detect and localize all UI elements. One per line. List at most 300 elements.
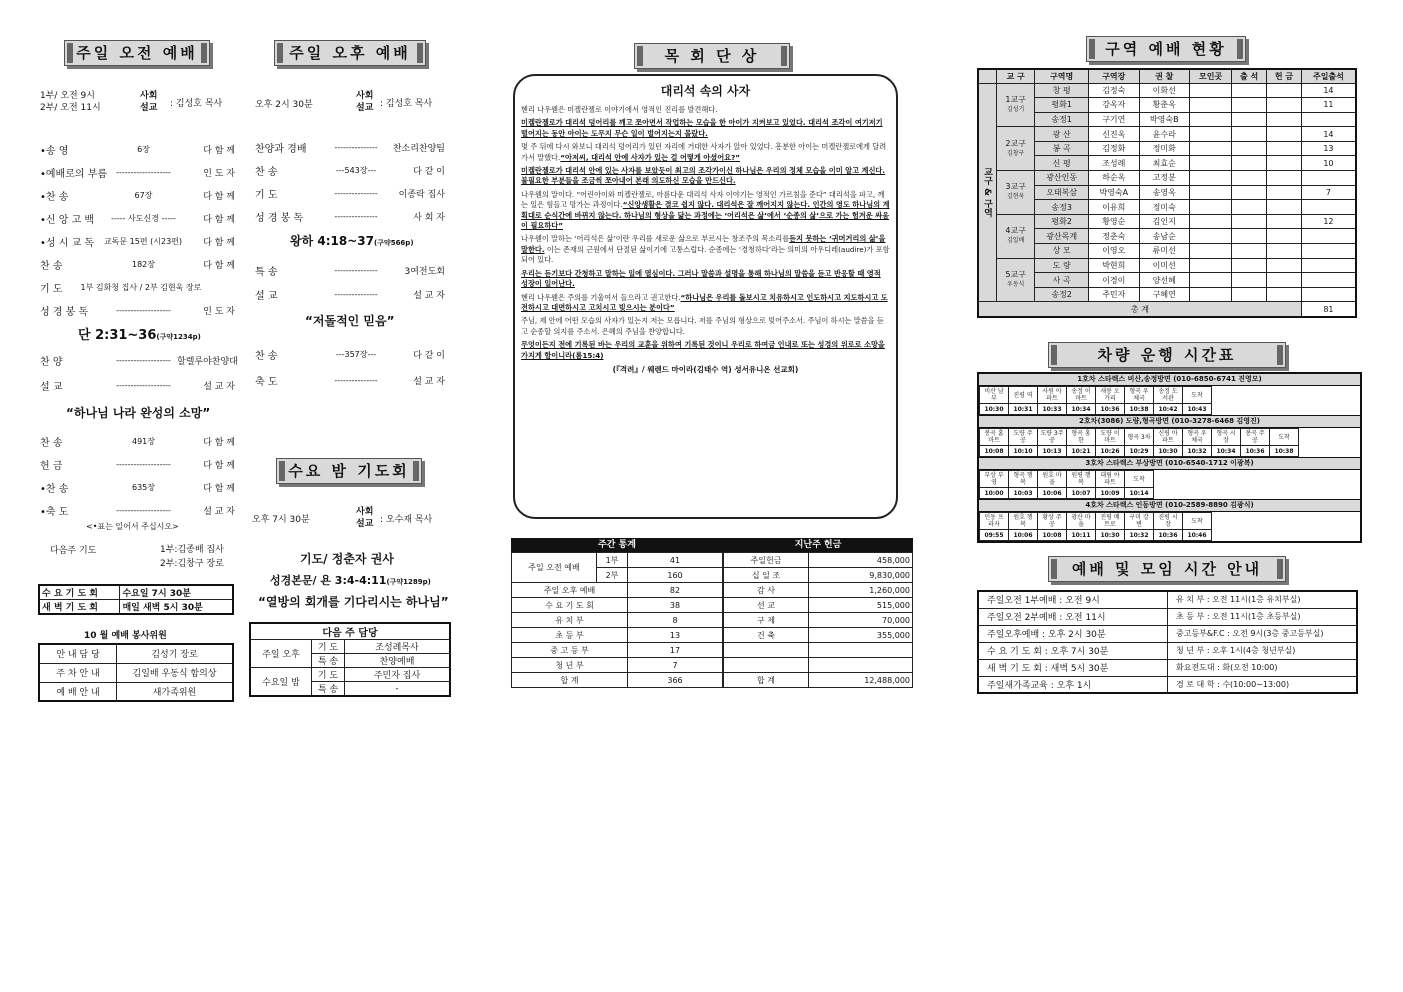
district-row xyxy=(978,244,1356,259)
district-label: 5교구 xyxy=(1005,270,1026,280)
order-item: •찬 송 xyxy=(40,484,69,495)
district-cell: 봉 곡 xyxy=(1035,141,1089,156)
district-leader: 김일배 xyxy=(1006,237,1025,245)
district-name xyxy=(997,171,1035,215)
district-attendance xyxy=(1301,200,1356,215)
bus-time: 10:10 xyxy=(1009,446,1038,457)
duty-service: 수요일 밤 xyxy=(250,668,312,697)
district-cell: 고정분 xyxy=(1139,171,1189,186)
order-who: 설 교 자 xyxy=(413,290,445,301)
stats-category: 중 고 등 부 xyxy=(512,643,628,658)
order-item: 찬 송 xyxy=(255,350,278,362)
district-cell: 송정2 xyxy=(1035,287,1089,302)
stats-value: 160 xyxy=(628,568,723,583)
order-detail: 교독문 15편 (시23편) xyxy=(103,237,183,246)
district-empty-cell xyxy=(1189,244,1231,259)
district-cell: 박현희 xyxy=(1089,258,1139,273)
district-row xyxy=(978,185,1356,200)
wednesday-sermon: “열방의 회개를 기다리시는 하나님” xyxy=(258,595,449,609)
bus-time: 10:38 xyxy=(1270,446,1299,457)
paragraph-text: 나우웬의 말이다. “어린아이와 미켈란젤로, 아름다운 대리석 사자 이야기는 영적인 가르침을 준다” 대리석을 파고, 깨는 일은 힘들고 망가는 과정이다. xyxy=(521,189,885,210)
offering-amount: 1,260,000 xyxy=(809,583,913,598)
bus-stop: 황상 주공 xyxy=(1038,513,1067,530)
order-item: 설 교 xyxy=(255,290,278,302)
order-detail: --------------- xyxy=(334,265,378,275)
bus-stops-row xyxy=(980,513,1212,530)
district-total-value: 81 xyxy=(1301,302,1356,317)
order-item: 찬 송 xyxy=(255,167,278,178)
offering-category: 합 계 xyxy=(724,673,809,688)
district-leader: 김창구 xyxy=(1006,149,1025,157)
district-attendance: 10 xyxy=(1301,156,1356,171)
district-row xyxy=(978,156,1356,171)
district-attendance xyxy=(1301,244,1356,259)
district-empty-cell xyxy=(1189,156,1231,171)
morning-service-header xyxy=(64,40,210,66)
offering-amount: 9,830,000 xyxy=(809,568,913,583)
order-detail: --------------- xyxy=(334,143,378,152)
offering-amount: 12,488,000 xyxy=(809,673,913,688)
district-row xyxy=(978,171,1356,186)
district-cell: 신 평 xyxy=(1035,156,1089,171)
stats-row xyxy=(512,583,723,598)
morning-sermon-title: “하나님 나라 완성의 소망” xyxy=(66,406,211,420)
order-item: •축 도 xyxy=(40,507,69,518)
paragraph-tail: 이는 존재의 근원에서 단절된 삶이기에 고통스럽다. 순종에는 ‘경청하다’라는 의미의 아우디레(audire)가 포함되어 있다. xyxy=(521,244,890,265)
scripture-page: (구약1234p) xyxy=(156,333,201,341)
pastor-column-header xyxy=(634,43,790,69)
district-empty-cell xyxy=(1267,171,1302,186)
prayer-meeting-time: 매일 새벽 5시 30분 xyxy=(120,600,233,615)
schedule-left: 새 벽 기 도 회 : 새벽 5시 30분 xyxy=(978,659,1168,676)
district-col-header: 모인곳 xyxy=(1189,69,1231,83)
district-cell: 사 곡 xyxy=(1035,273,1089,288)
district-empty-cell xyxy=(1189,98,1231,113)
district-cell: 양선혜 xyxy=(1139,273,1189,288)
bus-times-row xyxy=(980,530,1212,541)
article-body xyxy=(521,105,890,361)
district-attendance: 12 xyxy=(1301,214,1356,229)
morning-order-2 xyxy=(40,348,238,398)
offering-category: 건 축 xyxy=(724,628,809,643)
order-row xyxy=(255,182,445,205)
prayer-meeting-time: 수요일 7시 30분 xyxy=(120,585,233,600)
afternoon-scripture-page: (구약566p) xyxy=(373,239,414,247)
order-row xyxy=(255,136,445,159)
order-detail: --------------- xyxy=(334,212,378,221)
prayer-meeting-name: 수 요 기 도 회 xyxy=(39,585,120,600)
volunteer-table xyxy=(38,643,234,702)
order-row xyxy=(255,282,445,306)
district-empty-cell xyxy=(1267,98,1302,113)
article-paragraph xyxy=(521,190,890,232)
bus-stop: 광산 마을 xyxy=(1067,513,1096,530)
order-row xyxy=(40,348,238,373)
offering-row xyxy=(724,568,913,583)
volunteer-person: 김성기 장로 xyxy=(117,644,234,663)
afternoon-leader-label: 사회 설교 xyxy=(356,91,374,113)
district-attendance: 13 xyxy=(1301,141,1356,156)
bus-stop: 송정 도서관 xyxy=(1154,387,1183,404)
order-item: •성 시 교 독 xyxy=(40,238,95,249)
bus-stops-table xyxy=(979,386,1212,415)
schedule-right: 청 년 부 : 오후 1시(4층 청년부실) xyxy=(1168,642,1358,659)
wednesday-header xyxy=(276,458,422,484)
order-detail: --------------- xyxy=(334,289,378,299)
district-cell: 상 모 xyxy=(1035,244,1089,259)
order-row xyxy=(40,373,235,398)
offering-amount xyxy=(809,643,913,658)
morning-scripture xyxy=(78,324,201,343)
order-who: 다 함 께 xyxy=(203,461,235,471)
district-cell: 구혜연 xyxy=(1139,287,1189,302)
order-row xyxy=(40,499,235,522)
wednesday-scripture-page: (구약1289p) xyxy=(386,578,431,586)
district-cell: 창 평 xyxy=(1035,83,1089,98)
district-cell: 박영숙A xyxy=(1089,185,1139,200)
district-header xyxy=(1086,36,1246,62)
order-item: 찬 송 xyxy=(40,438,63,449)
order-who: 사 회 자 xyxy=(413,213,445,223)
district-empty-cell xyxy=(1232,214,1267,229)
stats-value: 8 xyxy=(628,613,723,628)
district-row xyxy=(978,258,1356,273)
leader-label: 사회 설교 xyxy=(140,91,158,113)
duty-person: - xyxy=(345,682,451,697)
order-row xyxy=(255,159,445,182)
bus-time: 10:09 xyxy=(1096,488,1125,499)
stats-value: 7 xyxy=(628,658,723,673)
bus-time: 10:38 xyxy=(1125,404,1154,415)
district-cell: 김인지 xyxy=(1139,214,1189,229)
district-cell: 광 산 xyxy=(1035,127,1089,142)
district-empty-cell xyxy=(1189,185,1231,200)
district-col-header: 주일출석 xyxy=(1301,69,1356,83)
stats-row xyxy=(512,643,723,658)
order-item: 성 경 봉 독 xyxy=(40,307,89,318)
district-empty-cell xyxy=(1267,83,1302,98)
order-item: 찬 양 xyxy=(40,357,63,368)
bus-stops-row xyxy=(980,471,1154,488)
stats-area xyxy=(511,538,913,688)
district-name xyxy=(997,127,1035,171)
bus-time: 10:21 xyxy=(1067,446,1096,457)
pastor-column-title: 목 회 단 상 xyxy=(664,47,760,65)
district-leader: 김현욱 xyxy=(1006,193,1025,201)
offering-row xyxy=(724,658,913,673)
bus-time: 10:43 xyxy=(1183,404,1212,415)
district-row xyxy=(978,287,1356,302)
order-row xyxy=(40,299,235,322)
article-paragraph xyxy=(521,234,890,265)
district-cell: 송남순 xyxy=(1139,229,1189,244)
district-empty-cell xyxy=(1232,229,1267,244)
district-leader: 김성기 xyxy=(1006,105,1025,113)
bus-times-row xyxy=(980,488,1154,499)
paragraph-emphasis: 듣지 못하는 ‘귀머거리의 삶’을 말한다. xyxy=(521,234,886,254)
order-who: 다 함 께 xyxy=(203,192,235,202)
duty-service: 주일 오후 xyxy=(250,640,312,668)
paragraph-text: 몇 주 뒤에 다시 와보니 대리석 덩어리가 있던 자리에 거대한 사자가 앉아 있었다. 흥분한 아이는 미켈란젤로에게 달려가서 말했다. xyxy=(521,142,887,162)
bus-times-row xyxy=(980,446,1299,457)
bus-time: 10:32 xyxy=(1125,530,1154,541)
district-empty-cell xyxy=(1189,258,1231,273)
order-who: 찬소리찬양팀 xyxy=(392,144,445,154)
stats-value: 13 xyxy=(628,628,723,643)
district-cell: 오태복삼 xyxy=(1035,185,1089,200)
volunteer-person: 김일배 우동식 함의상 xyxy=(117,663,234,682)
bus-stop: 구미 강변 xyxy=(1125,513,1154,530)
offering-category xyxy=(724,643,809,658)
bus-stop: 형곡 우체국 xyxy=(1125,387,1154,404)
district-empty-cell xyxy=(1232,112,1267,127)
schedule-right: 유 치 부 : 오전 11시(1층 유치부실) xyxy=(1168,591,1358,608)
district-row xyxy=(978,98,1356,113)
paragraph-emphasis: “신앙생활은 결코 쉽지 않다. 대리석은 잘 깨어지지 않는다. 인간의 영도 하나님의 계획대로 순식간에 바뀌지 않는다. 하나님의 형상을 닮는 과정에는 ‘어리석은 삶’에서 ‘순종의 삶’으로 가는 험겨운 싸움이 필요하다” xyxy=(521,200,890,231)
order-row xyxy=(40,230,235,253)
district-cell: 이화선 xyxy=(1139,83,1189,98)
district-cell: 송정1 xyxy=(1035,112,1089,127)
article-box xyxy=(513,74,898,519)
district-attendance xyxy=(1301,171,1356,186)
volunteer-title: 10 월 예배 봉사위원 xyxy=(84,631,167,641)
district-col-header: 구역장 xyxy=(1089,69,1139,83)
district-empty-cell xyxy=(1267,156,1302,171)
bus-time: 09:55 xyxy=(980,530,1009,541)
offering-category xyxy=(724,658,809,673)
order-who: 인 도 자 xyxy=(203,169,235,179)
district-cell: 이경이 xyxy=(1089,273,1139,288)
afternoon-sermon-title: “저돌적인 믿음” xyxy=(305,314,395,328)
article-paragraph xyxy=(521,340,890,361)
district-cell: 구기연 xyxy=(1089,112,1139,127)
order-row xyxy=(40,161,235,184)
order-row xyxy=(40,138,235,161)
order-item: 설 교 xyxy=(40,382,63,393)
bus-time: 10:32 xyxy=(1183,446,1212,457)
bus-stop: 형곡 3차 xyxy=(1125,429,1154,446)
bus-stop: 송정 이마트 xyxy=(1067,387,1096,404)
district-empty-cell xyxy=(1189,171,1231,186)
order-detail: 67장 xyxy=(134,191,153,200)
offering-row xyxy=(724,598,913,613)
bus-stop: 형곡 시장 xyxy=(1212,429,1241,446)
next-prayer-label: 다음주 기도 xyxy=(50,546,97,556)
order-detail: --------------- xyxy=(334,375,378,385)
district-col-header: 구역명 xyxy=(1035,69,1089,83)
offering-row xyxy=(724,583,913,598)
duty-role: 기 도 xyxy=(312,640,345,654)
schedule-header xyxy=(1048,556,1286,582)
order-item: 헌 금 xyxy=(40,461,63,472)
stats-category: 주일 오전 예배 xyxy=(512,553,597,583)
bus-route-title: 4호차 스타렉스 인동방면 (010-2589-8890 김광식) xyxy=(979,499,1360,512)
bus-stop: 원평 행복 xyxy=(1067,471,1096,488)
paragraph-text: 나우웬이 말하는 ‘어리석은 삶’이란 우리를 새로운 삶으로 부르시는 창조주의 목소리를 xyxy=(521,234,790,244)
district-empty-cell xyxy=(1189,112,1231,127)
scripture-ref: 단 2:31~36 xyxy=(78,328,157,343)
district-empty-cell xyxy=(1267,244,1302,259)
district-empty-cell xyxy=(1267,127,1302,142)
paragraph-emphasis: 미켈란젤로가 대리석 안에 있는 사자를 보았듯이 최고의 조각가이신 하나님은 우리의 정체 모습을 이미 알고 계신다. 불필요한 부분들을 조금씩 쪼아내어 본래 의도하신 모습을 만드신다. xyxy=(521,166,886,186)
order-detail: ------------------- xyxy=(116,506,171,515)
district-col-header: 헌 금 xyxy=(1267,69,1302,83)
district-total-row xyxy=(978,302,1356,317)
bus-stop: 진평 메트로 xyxy=(1096,513,1125,530)
district-empty-cell xyxy=(1232,127,1267,142)
duty-person: 주민자 집사 xyxy=(345,668,451,682)
district-cell: 김정숙 xyxy=(1089,83,1139,98)
article-paragraph xyxy=(521,293,890,314)
schedule-row xyxy=(978,591,1357,608)
district-empty-cell xyxy=(1189,229,1231,244)
district-name xyxy=(997,258,1035,302)
paragraph-emphasis: 무엇이든지 전에 기록된 바는 우리의 교훈을 위하여 기록된 것이니 우리로 하여금 인내로 또는 성경의 위로로 소망을 가지게 함이니라(롬15:4) xyxy=(521,340,885,360)
order-detail: ------------------- xyxy=(116,168,171,177)
order-row xyxy=(255,367,445,393)
order-detail: ------------------- xyxy=(116,460,171,469)
district-empty-cell xyxy=(1189,141,1231,156)
bus-time: 10:36 xyxy=(1241,446,1270,457)
offering-amount: 355,000 xyxy=(809,628,913,643)
order-who: 설 교 자 xyxy=(413,376,445,387)
wednesday-leader-name: : 오수재 목사 xyxy=(380,515,433,525)
stats-value: 366 xyxy=(628,673,723,688)
order-item: 성 경 봉 독 xyxy=(255,213,304,224)
bus-time: 10:06 xyxy=(1009,530,1038,541)
bus-time: 10:06 xyxy=(1038,488,1067,499)
bus-time: 10:07 xyxy=(1067,488,1096,499)
district-row xyxy=(978,127,1356,142)
district-total-label: 총 계 xyxy=(978,302,1301,317)
morning-service-title: 주일 오전 예배 xyxy=(76,44,198,62)
bus-stop: 형곡 우체국 xyxy=(1183,429,1212,446)
schedule-row xyxy=(978,659,1357,676)
order-item: 찬 송 xyxy=(40,261,63,272)
district-attendance: 7 xyxy=(1301,185,1356,200)
stats-value: 82 xyxy=(628,583,723,598)
district-cell: 도 량 xyxy=(1035,258,1089,273)
afternoon-scripture-ref: 왕하 4:18~37 xyxy=(290,234,374,248)
district-cell: 황영순 xyxy=(1089,214,1139,229)
stats-row xyxy=(512,658,723,673)
district-empty-cell xyxy=(1267,229,1302,244)
bus-stops-row xyxy=(980,429,1299,446)
bus-stop: 인동 프라자 xyxy=(980,513,1009,530)
bus-stop: 신평 아파트 xyxy=(1154,429,1183,446)
next-prayer-list xyxy=(160,543,224,571)
paragraph-emphasis: “아저씨, 대리석 안에 사자가 있는 걸 어떻게 아셨어요?” xyxy=(560,152,740,162)
district-empty-cell xyxy=(1189,287,1231,302)
schedule-title: 예배 및 모임 시간 안내 xyxy=(1071,560,1263,578)
stats-value: 41 xyxy=(628,553,723,568)
article-paragraph xyxy=(521,118,890,139)
district-cell: 광산목계 xyxy=(1035,229,1089,244)
district-empty-cell xyxy=(1267,273,1302,288)
offering-amount: 70,000 xyxy=(809,613,913,628)
district-cell: 윤수라 xyxy=(1139,127,1189,142)
stats-sub: 2부 xyxy=(597,568,628,583)
order-detail: 491장 xyxy=(132,437,155,446)
stats-table xyxy=(511,552,723,688)
next-duty-table xyxy=(249,622,451,697)
district-cell: 정춘숙 xyxy=(1089,229,1139,244)
offering-category: 감 사 xyxy=(724,583,809,598)
offering-category: 선 교 xyxy=(724,598,809,613)
bus-time: 10:42 xyxy=(1154,404,1183,415)
stats-value: 17 xyxy=(628,643,723,658)
bus-stop: 봉곡 주공 xyxy=(1241,429,1270,446)
paragraph-text: 헨리 나우웬은 미켈란젤로 이야기에서 영적인 진리를 발견해다. xyxy=(521,105,718,114)
district-attendance: 14 xyxy=(1301,127,1356,142)
district-empty-cell xyxy=(1232,185,1267,200)
offering-row xyxy=(724,643,913,658)
bus-stops-table xyxy=(979,428,1299,457)
afternoon-leader-name: : 김성호 목사 xyxy=(380,99,433,109)
schedule-left: 주일오전 1부예배 : 오전 9시 xyxy=(978,591,1168,608)
bus-stop: 도착 xyxy=(1183,387,1212,404)
bus-stops-table xyxy=(979,470,1154,499)
offering-row xyxy=(724,673,913,688)
district-table xyxy=(977,68,1357,318)
bus-time: 10:11 xyxy=(1067,530,1096,541)
district-cell: 이영오 xyxy=(1089,244,1139,259)
district-side-label: 교구 & 구역 xyxy=(978,83,997,302)
wednesday-title: 수요 밤 기도회 xyxy=(288,462,410,480)
bus-time: 10:36 xyxy=(1096,404,1125,415)
district-cell: 정미화 xyxy=(1139,141,1189,156)
district-cell: 황춘옥 xyxy=(1139,98,1189,113)
stand-note: <•표는 일어서 주십시오> xyxy=(86,522,179,531)
district-cell: 광산인동 xyxy=(1035,171,1089,186)
duty-role: 특 송 xyxy=(312,654,345,668)
district-attendance xyxy=(1301,287,1356,302)
bus-header xyxy=(1048,342,1286,368)
paragraph-emphasis: “하나님은 우리를 돌보시고 치유하시고 인도하시고 지도하시고 도전하시고 대면하시고 고치시고 빚으시는 분이다” xyxy=(521,292,888,312)
order-row xyxy=(40,476,235,499)
district-empty-cell xyxy=(1267,185,1302,200)
offering-row xyxy=(724,613,913,628)
district-cell: 주민자 xyxy=(1089,287,1139,302)
afternoon-order-3 xyxy=(255,341,445,393)
bus-time: 10:08 xyxy=(980,446,1009,457)
article-source: (『격려』/ 웨렌드 마이라(김태수 역) 성서유니온 선교회) xyxy=(612,364,799,374)
article-paragraph xyxy=(521,142,890,163)
volunteer-role: 안 내 담 당 xyxy=(39,644,117,663)
bus-stop: 도착 xyxy=(1270,429,1299,446)
order-detail: ---543장--- xyxy=(335,166,377,175)
district-empty-cell xyxy=(1232,83,1267,98)
district-corner xyxy=(978,69,997,83)
offering-row xyxy=(724,628,913,643)
offering-amount: 515,000 xyxy=(809,598,913,613)
morning-order xyxy=(40,138,235,322)
order-item: 축 도 xyxy=(255,376,278,388)
bus-time: 10:13 xyxy=(1038,446,1067,457)
bus-time: 10:31 xyxy=(1009,404,1038,415)
order-row xyxy=(40,207,235,230)
bus-stop: 형곡 행복 xyxy=(1009,471,1038,488)
order-who: 다 함 께 xyxy=(203,484,235,494)
order-detail: --------------- xyxy=(334,189,378,198)
afternoon-time: 오후 2시 30분 xyxy=(255,100,313,110)
schedule-right: 초 등 부 : 오전 11시(1층 초등부실) xyxy=(1168,608,1358,625)
order-item: •송 영 xyxy=(40,146,69,157)
order-row xyxy=(40,184,235,207)
order-row xyxy=(40,430,235,453)
prayer-meeting-name: 새 벽 기 도 회 xyxy=(39,600,120,615)
district-attendance: 11 xyxy=(1301,98,1356,113)
